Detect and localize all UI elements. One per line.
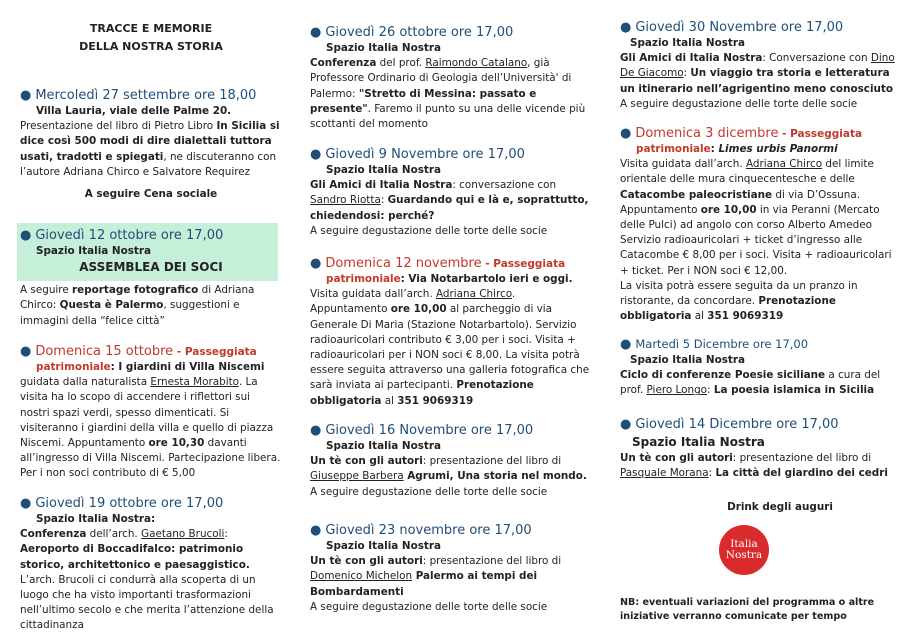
event-description: Un tè con gli autori: presentazione del libro di Pasquale Morana: La città del giardino dei cedri — [620, 452, 888, 480]
event-subtitle: patrimoniale: I giardini di Villa Niscemi — [36, 361, 265, 373]
event-description: Un tè con gli autori: presentazione del libro di Domenico Michelon Palermo ai tempi dei Bombardamenti — [310, 555, 562, 598]
event-place: Spazio Italia Nostra: — [36, 513, 156, 525]
event-23-novembre — [310, 523, 592, 615]
event-description: A seguire reportage fotografico di Adriana Chirco: Questa è Palermo, suggestioni e immagini della “felice città” — [20, 284, 255, 327]
drink-auguri: Drink degli auguri — [727, 501, 833, 513]
event-heading: ● Giovedì 9 Novembre ore 17,00 — [310, 147, 525, 162]
event-description: Visita guidata dall’arch. Adriana Chirco del limite orientale delle mura cinquecentesche e delle Catacombe paleocristiane di via D’Ossuna. Appuntamento ore 10,00 in via Peranni (Mercato delle Pulci) ad angolo con corso Alberto Amedeo Servizio radioauricolari + ticket d’ingresso alle Catacombe € 8,00 per i soci. Visita + radioauricolari + ticket. Per i NON soci € 12,00. — [620, 158, 892, 277]
bullet-icon: ● — [310, 147, 322, 162]
event-5-dicembre — [620, 336, 900, 399]
bullet-icon: ● — [310, 25, 322, 40]
bullet-icon: ● — [620, 417, 632, 432]
event-description: Conferenza dell’arch. Gaetano Brucoli: Aeroporto di Boccadifalco: patrimonio storico, architettonico e paesaggistico. L’arch. Brucoli ci condurrà alla scoperta di un luogo che ha visto importanti trasformazioni nell’ultimo secolo e che merita l’attenzione della cittadinanza — [20, 528, 274, 632]
event-heading: ● Giovedì 26 ottobre ore 17,00 — [310, 25, 514, 40]
event-heading: ● Domenica 12 novembre - Passeggiata — [310, 256, 566, 271]
event-description: Gli Amici di Italia Nostra: Conversazione con Dino De Giacomo: Un viaggio tra storia e letteratura un itinerario nell’agrigentino meno conosciuto — [620, 52, 895, 95]
event-after: A seguire degustazione delle torte delle socie — [310, 224, 548, 237]
bullet-icon: ● — [20, 88, 32, 103]
event-15-ottobre — [20, 344, 282, 482]
event-subtitle: patrimoniale: Limes urbis Panormi — [636, 143, 838, 155]
event-12-novembre — [310, 256, 592, 409]
event-26-ottobre — [310, 25, 592, 132]
title-line-1: TRACCE E MEMORIE — [89, 22, 213, 35]
nb-note: NB: eventuali variazioni del programma o altre iniziative verranno comunicate per tempo — [620, 597, 875, 622]
event-description: Conferenza del prof. Raimondo Catalano, già Professore Ordinario di Geologia dell’Università' di Palermo: "Stretto di Messina: passato e presente". Faremo il punto su una delle vicende più scottanti del momento — [310, 57, 586, 131]
event-place: Spazio Italia Nostra — [630, 37, 746, 49]
event-after: A seguire degustazione delle torte delle socie — [310, 485, 548, 498]
event-3-dicembre — [620, 126, 900, 324]
bullet-icon: ● — [620, 20, 632, 35]
title-line-2: DELLA NOSTRA STORIA — [79, 40, 223, 53]
bullet-icon: ● — [20, 496, 32, 511]
bullet-icon: ● — [310, 423, 322, 438]
event-12-ottobre — [20, 228, 282, 329]
event-place: Villa Lauria, viale delle Palme 20. — [36, 105, 232, 117]
event-description: Visita guidata dall’arch. Adriana Chirco. Appuntamento ore 10,00 al parcheggio di via Generale Di Maria (Stazione Notarbartolo). Servizio radioauricolari contributo € 3,00 per i soci. Visita + radioauricolari per i NON soci € 8,00. La visita potrà essere seguita attraverso una galleria fotografica che sarà inviata ai partecipanti. Prenotazione obbligatoria al 351 9069319 — [310, 288, 590, 407]
event-place: Spazio Italia Nostra — [632, 435, 765, 449]
event-heading: ● Giovedì 23 novembre ore 17,00 — [310, 523, 532, 538]
event-after: A seguire degustazione delle torte delle socie — [310, 600, 548, 613]
bullet-icon: ● — [310, 523, 322, 538]
event-note: La visita potrà essere seguita da un pranzo in ristorante, da concordare. Prenotazione obbligatoria al 351 9069319 — [620, 279, 858, 323]
event-9-novembre — [310, 147, 592, 239]
event-14-dicembre — [620, 417, 900, 481]
event-19-ottobre — [20, 496, 282, 634]
brochure-title — [20, 20, 282, 56]
event-heading: ● Giovedì 12 ottobre ore 17,00 — [20, 228, 224, 243]
event-30-novembre — [620, 20, 900, 112]
event-description: Un tè con gli autori: presentazione del libro di Giuseppe Barbera Agrumi, Una storia nel mondo. — [310, 455, 587, 483]
event-heading: ● Giovedì 14 Dicembre ore 17,00 — [620, 417, 839, 432]
event-place: Spazio Italia Nostra — [326, 440, 442, 452]
event-heading: ● Giovedì 30 Novembre ore 17,00 — [620, 20, 844, 35]
event-place: Spazio Italia Nostra — [326, 540, 442, 552]
bullet-icon: ● — [20, 228, 32, 243]
event-description: Gli Amici di Italia Nostra: conversazione con Sandro Riotta: Guardando qui e là e, soprattutto, chiedendosi: perché? — [310, 179, 589, 222]
event-heading: ● Mercoledì 27 settembre ore 18,00 — [20, 88, 257, 103]
bullet-icon: ● — [620, 126, 632, 141]
bullet-icon: ● — [620, 337, 632, 352]
assembly-title: ASSEMBLEA DEI SOCI — [79, 260, 223, 275]
event-place: Spazio Italia Nostra — [630, 354, 746, 366]
event-description: guidata dalla naturalista Ernesta Morabito. La visita ha lo scopo di accendere i riflettori sui nostri spazi verdi, spesso dimenticati. Si visiteranno i giardini della villa e quello di piazza Niscemi. Appuntamento ore 10,30 davanti all’ingresso di Villa Niscemi. Partecipazione libera. Per i non soci contributo di € 5,00 — [20, 376, 281, 480]
event-heading: ● Giovedì 16 Novembre ore 17,00 — [310, 423, 534, 438]
event-heading: ● Domenica 15 ottobre - Passeggiata — [20, 344, 257, 359]
event-subtitle: patrimoniale: Via Notarbartolo ieri e oggi. — [326, 273, 573, 285]
event-16-novembre — [310, 423, 592, 500]
event-description: Ciclo di conferenze Poesie siciliane a cura del prof. Piero Longo: La poesia islamica in Sicilia — [620, 369, 881, 397]
event-place: Spazio Italia Nostra — [326, 164, 442, 176]
bullet-icon: ● — [310, 256, 322, 271]
event-27-settembre — [20, 88, 282, 202]
event-after: A seguire degustazione delle torte delle socie — [620, 97, 858, 110]
event-after: A seguire Cena sociale — [84, 188, 218, 201]
italia-nostra-logo: Italia Nostra — [719, 525, 769, 575]
event-heading: ● Domenica 3 dicembre - Passeggiata — [620, 126, 863, 141]
event-heading: ● Martedì 5 Dicembre ore 17,00 — [620, 337, 809, 352]
event-place: Spazio Italia Nostra — [326, 42, 442, 54]
event-description: Presentazione del libro di Pietro Libro In Sicilia si dice così 500 modi di dire dialettali tuttora usati, tradotti e spiegati, ne discuteranno con l’autore Adriana Chirco e Salvatore Requirez — [20, 120, 280, 178]
event-heading: ● Giovedì 19 ottobre ore 17,00 — [20, 496, 224, 511]
event-place: Spazio Italia Nostra — [36, 245, 152, 257]
bullet-icon: ● — [20, 344, 32, 359]
